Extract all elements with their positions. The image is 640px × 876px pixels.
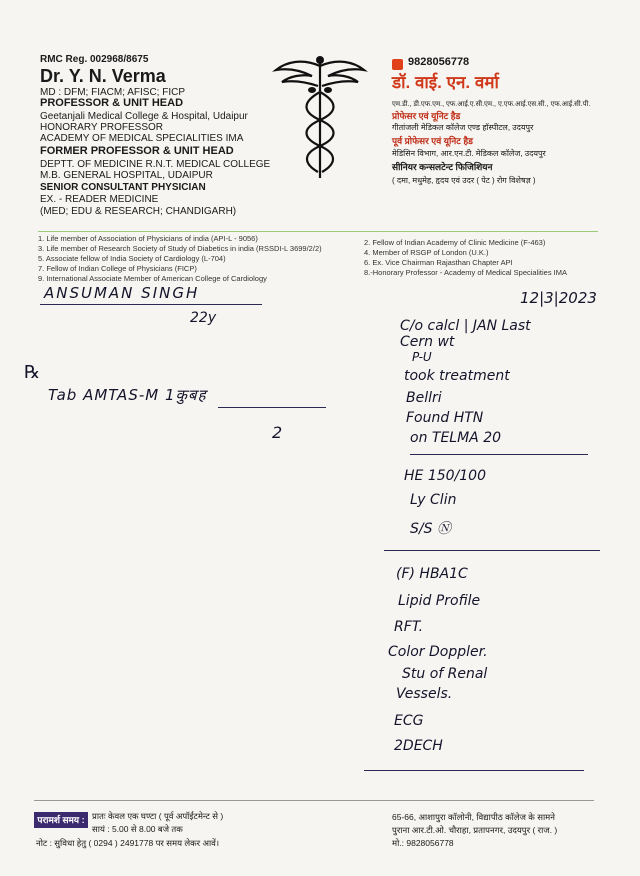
note-line: S/S Ⓝ: [410, 521, 451, 537]
address-phone: मो.: 9828056778: [392, 838, 454, 848]
membership-left-4: 7. Fellow of Indian College of Physicians (FICP): [38, 264, 197, 273]
membership-left-5: 9. International Associate Member of American College of Cardiology: [38, 274, 267, 283]
timing-note: नोट : सुविधा हेतु ( 0294 ) 2491778 पर समय लेकर आवें।: [36, 838, 220, 848]
mbgh-line: M.B. GENERAL HOSPITAL, UDAIPUR: [40, 170, 213, 181]
title-senior: SENIOR CONSULTANT PHYSICIAN: [40, 182, 206, 193]
investigation-item: Color Doppler.: [388, 644, 488, 660]
investigation-item: Lipid Profile: [398, 593, 481, 609]
title-senior-hindi: सीनियर कन्सलटेन्ट फिजिशियन: [392, 162, 493, 172]
rx-symbol: ℞: [24, 362, 41, 383]
investigation-item: (F) HBA1C: [396, 566, 468, 582]
medicine-underline: [218, 407, 326, 408]
address-line-1: 65-66, आशापुरा कॉलोनी, विद्यापीठ कॉलेज के सामने: [392, 812, 555, 822]
qualifications: MD : DFM; FIACM; AFISC; FICP: [40, 87, 185, 98]
investigation-item: ECG: [394, 713, 424, 729]
timing-line-1: प्रातः केवल एक घण्टा ( पूर्व अपॉईंटमेन्ट से ): [92, 811, 224, 821]
reg-number: RMC Reg. 002968/8675: [40, 54, 149, 65]
title-former-hindi: पूर्व प्रोफेसर एवं यूनिट हैड: [392, 136, 473, 146]
footer-divider: [34, 800, 594, 801]
membership-left-1: 1. Life member of Association of Physicians of india (API-L - 9056): [38, 234, 258, 243]
chandigarh-line: (MED; EDU & RESEARCH; CHANDIGARH): [40, 206, 237, 217]
membership-right-2: 4. Member of RSGP of London (U.K.): [364, 248, 489, 257]
hospital-line: Geetanjali Medical College & Hospital, Udaipur: [40, 111, 248, 122]
header-divider: [38, 231, 598, 232]
membership-right-4: 8.-Honorary Professor - Academy of Medical Specialities IMA: [364, 268, 567, 277]
note-line: P-U: [412, 350, 432, 364]
notes-underline: [410, 454, 588, 455]
title-former: FORMER PROFESSOR & UNIT HEAD: [40, 145, 234, 157]
hospital-hindi: गीतांजली मेडिकल कॉलेज एण्ड हॉस्पीटल, उदयपुर: [392, 123, 534, 132]
membership-left-3: 5. Associate fellow of India Society of Cardiology (L-704): [38, 254, 226, 263]
dept-hindi: मेडिसिन विभाग, आर.एन.टी. मेडिकल कॉलेज, उदयपुर: [392, 149, 546, 158]
academy-line: ACADEMY OF MEDICAL SPECIALITIES IMA: [40, 133, 244, 144]
note-line: took treatment: [404, 368, 510, 384]
timing-line-2: सायं : 5.00 से 8.00 बजे तक: [92, 824, 183, 834]
title-professor: PROFESSOR & UNIT HEAD: [40, 97, 184, 109]
notes-divider: [384, 550, 600, 551]
membership-left-2: 3. Life member of Research Society of Study of Diabetics in india (RSSDI-L 3699/2/2): [38, 244, 322, 253]
doctor-name: Dr. Y. N. Verma: [40, 66, 166, 86]
honorary-line: HONORARY PROFESSOR: [40, 122, 163, 133]
note-line: Ly Clin: [410, 492, 457, 508]
caduceus-icon: [272, 52, 368, 182]
consult-time-badge: परामर्श समय :: [34, 812, 88, 828]
investigation-item: 2DECH: [394, 738, 443, 754]
visit-date: 12|3|2023: [520, 289, 597, 307]
patient-age: 22y: [190, 310, 217, 326]
investigation-item: RFT.: [394, 619, 424, 635]
note-line: Cern wt: [400, 334, 455, 350]
note-line: C/o calcl | JAN Last: [400, 318, 531, 334]
title-professor-hindi: प्रोफेसर एवं यूनिट हैड: [392, 111, 461, 121]
name-underline: [40, 304, 262, 305]
patient-name: ANSUMAN SINGH: [44, 284, 200, 302]
specialty-hindi: ( दमा, मधुमेह, हृदय एवं उदर ( पेट ) रोग विशेषज्ञ ): [392, 176, 536, 185]
qualifications-hindi: एम.डी., डी.एफ.एम., एफ.आई.ए.सी.एम., ए.एफ.आई.एस.सी., एफ.आई.सी.पी.: [392, 101, 591, 108]
note-line: on TELMA 20: [410, 430, 502, 446]
investigation-item: Stu of Renal: [402, 666, 488, 682]
address-line-2: पुराना आर.टी.ओ. चौराहा, प्रतापनगर, उदयपुर ( राज. ): [392, 825, 558, 835]
investigation-item: Vessels.: [396, 686, 453, 702]
membership-right-1: 2. Fellow of Indian Academy of Clinic Medicine (F-463): [364, 238, 546, 247]
reader-line: EX. - READER MEDICINE: [40, 194, 159, 205]
note-line: Found HTN: [406, 410, 484, 426]
dept-line: DEPTT. OF MEDICINE R.N.T. MEDICAL COLLEGE: [40, 159, 271, 170]
phone-number: 9828056778: [408, 56, 470, 68]
investigations-underline: [364, 770, 584, 771]
phone-icon: [392, 59, 403, 70]
membership-right-3: 6. Ex. Vice Chairman Rajasthan Chapter API: [364, 258, 513, 267]
medicine-quantity: 2: [272, 423, 283, 442]
doctor-name-hindi: डॉ. वाई. एन. वर्मा: [392, 73, 499, 92]
medicine-line: Tab AMTAS-M 1कुबह: [48, 386, 207, 404]
note-line: HE 150/100: [404, 468, 486, 484]
note-line: Bellri: [406, 390, 442, 406]
